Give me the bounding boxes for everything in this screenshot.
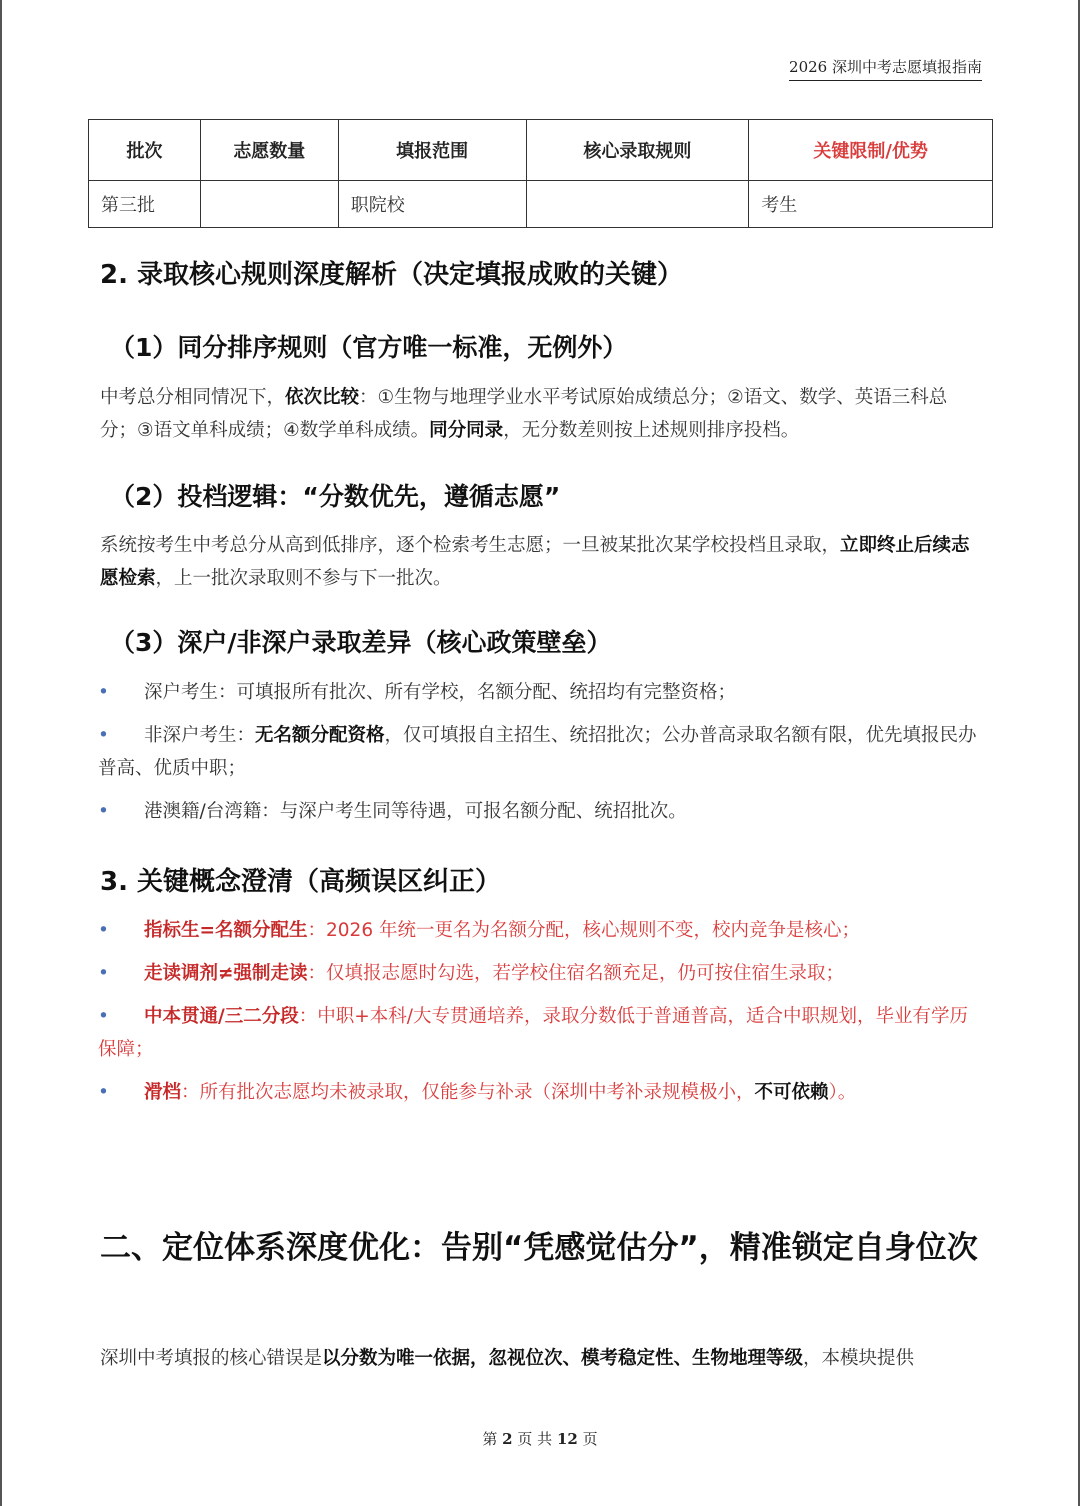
page-footer: 第 2 页 共 12 页 [482,1430,598,1448]
bullet-dot-icon: • [98,682,109,703]
table-header-cell: 填报范围 [338,120,526,181]
table-header-row [89,120,993,181]
list-item: • 非深户考生：无名额分配资格，仅可填报自主招生、统招批次；公办普高录取名额有限，优先填报民办普高、优质中职； [98,719,982,785]
page-edge [0,0,2,1506]
table-header-cell: 核心录取规则 [526,120,749,181]
bullet-dot-icon: • [98,1006,109,1027]
section-heading: 3. 关键概念澄清（高频误区纠正） [100,867,502,897]
table-cell-highlight: 考生 [749,181,993,228]
table-header-cell-highlight: 关键限制/优势 [749,120,993,181]
policy-list [98,676,982,838]
list-item: • 深户考生：可填报所有批次、所有学校，名额分配、统招均有完整资格； [98,676,982,709]
list-item: • 走读调剂≠强制走读：仅填报志愿时勾选，若学校住宿名额充足，仍可按住宿生录取； [98,957,982,990]
paragraph: 深圳中考填报的核心错误是以分数为唯一依据，忽视位次、模考稳定性、生物地理等级，本模块提供 [100,1348,915,1369]
bullet-dot-icon: • [98,801,109,822]
table-header-cell: 志愿数量 [200,120,338,181]
list-item: • 港澳籍/台湾籍：与深户考生同等待遇，可报名额分配、统招批次。 [98,795,982,828]
table-cell [200,181,338,228]
bullet-dot-icon: • [98,725,109,746]
bullet-dot-icon: • [98,1082,109,1103]
batch-table [88,119,993,228]
paragraph: 系统按考生中考总分从高到低排序，逐个检索考生志愿；一旦被某批次某学校投档且录取，立即终止后续志愿检索，上一批次录取则不参与下一批次。 [100,535,970,589]
bullet-dot-icon: • [98,920,109,941]
section-heading: 2. 录取核心规则深度解析（决定填报成败的关键） [100,260,684,290]
table-cell: 职院校 [338,181,526,228]
subsection-heading: （2）投档逻辑：“分数优先，遵循志愿” [110,482,561,511]
table-row [89,181,993,228]
table-header-cell: 批次 [89,120,201,181]
running-header: 2026 深圳中考志愿填报指南 [789,56,982,81]
paragraph: 中考总分相同情况下，依次比较：①生物与地理学业水平考试原始成绩总分；②语文、数学、英语三科总分；③语文单科成绩；④数学单科成绩。同分同录，无分数差则按上述规则排序投档。 [100,387,948,441]
subsection-heading: （1）同分排序规则（官方唯一标准，无例外） [110,333,628,362]
table-cell [526,181,749,228]
list-item: • 中本贯通/三二分段：中职+本科/大专贯通培养，录取分数低于普通普高，适合中职规划，毕业有学历保障； [98,1000,982,1066]
bullet-dot-icon: • [98,963,109,984]
concept-list [98,914,982,1119]
chapter-heading: 二、定位体系深度优化：告别“凭感觉估分”，精准锁定自身位次 [100,1230,978,1266]
list-item: • 指标生=名额分配生：2026 年统一更名为名额分配，核心规则不变，校内竞争是核心； [98,914,982,947]
subsection-heading: （3）深户/非深户录取差异（核心政策壁垒） [110,628,612,657]
table-cell: 第三批 [89,181,201,228]
list-item: • 滑档：所有批次志愿均未被录取，仅能参与补录（深圳中考补录规模极小，不可依赖）。 [98,1076,982,1109]
